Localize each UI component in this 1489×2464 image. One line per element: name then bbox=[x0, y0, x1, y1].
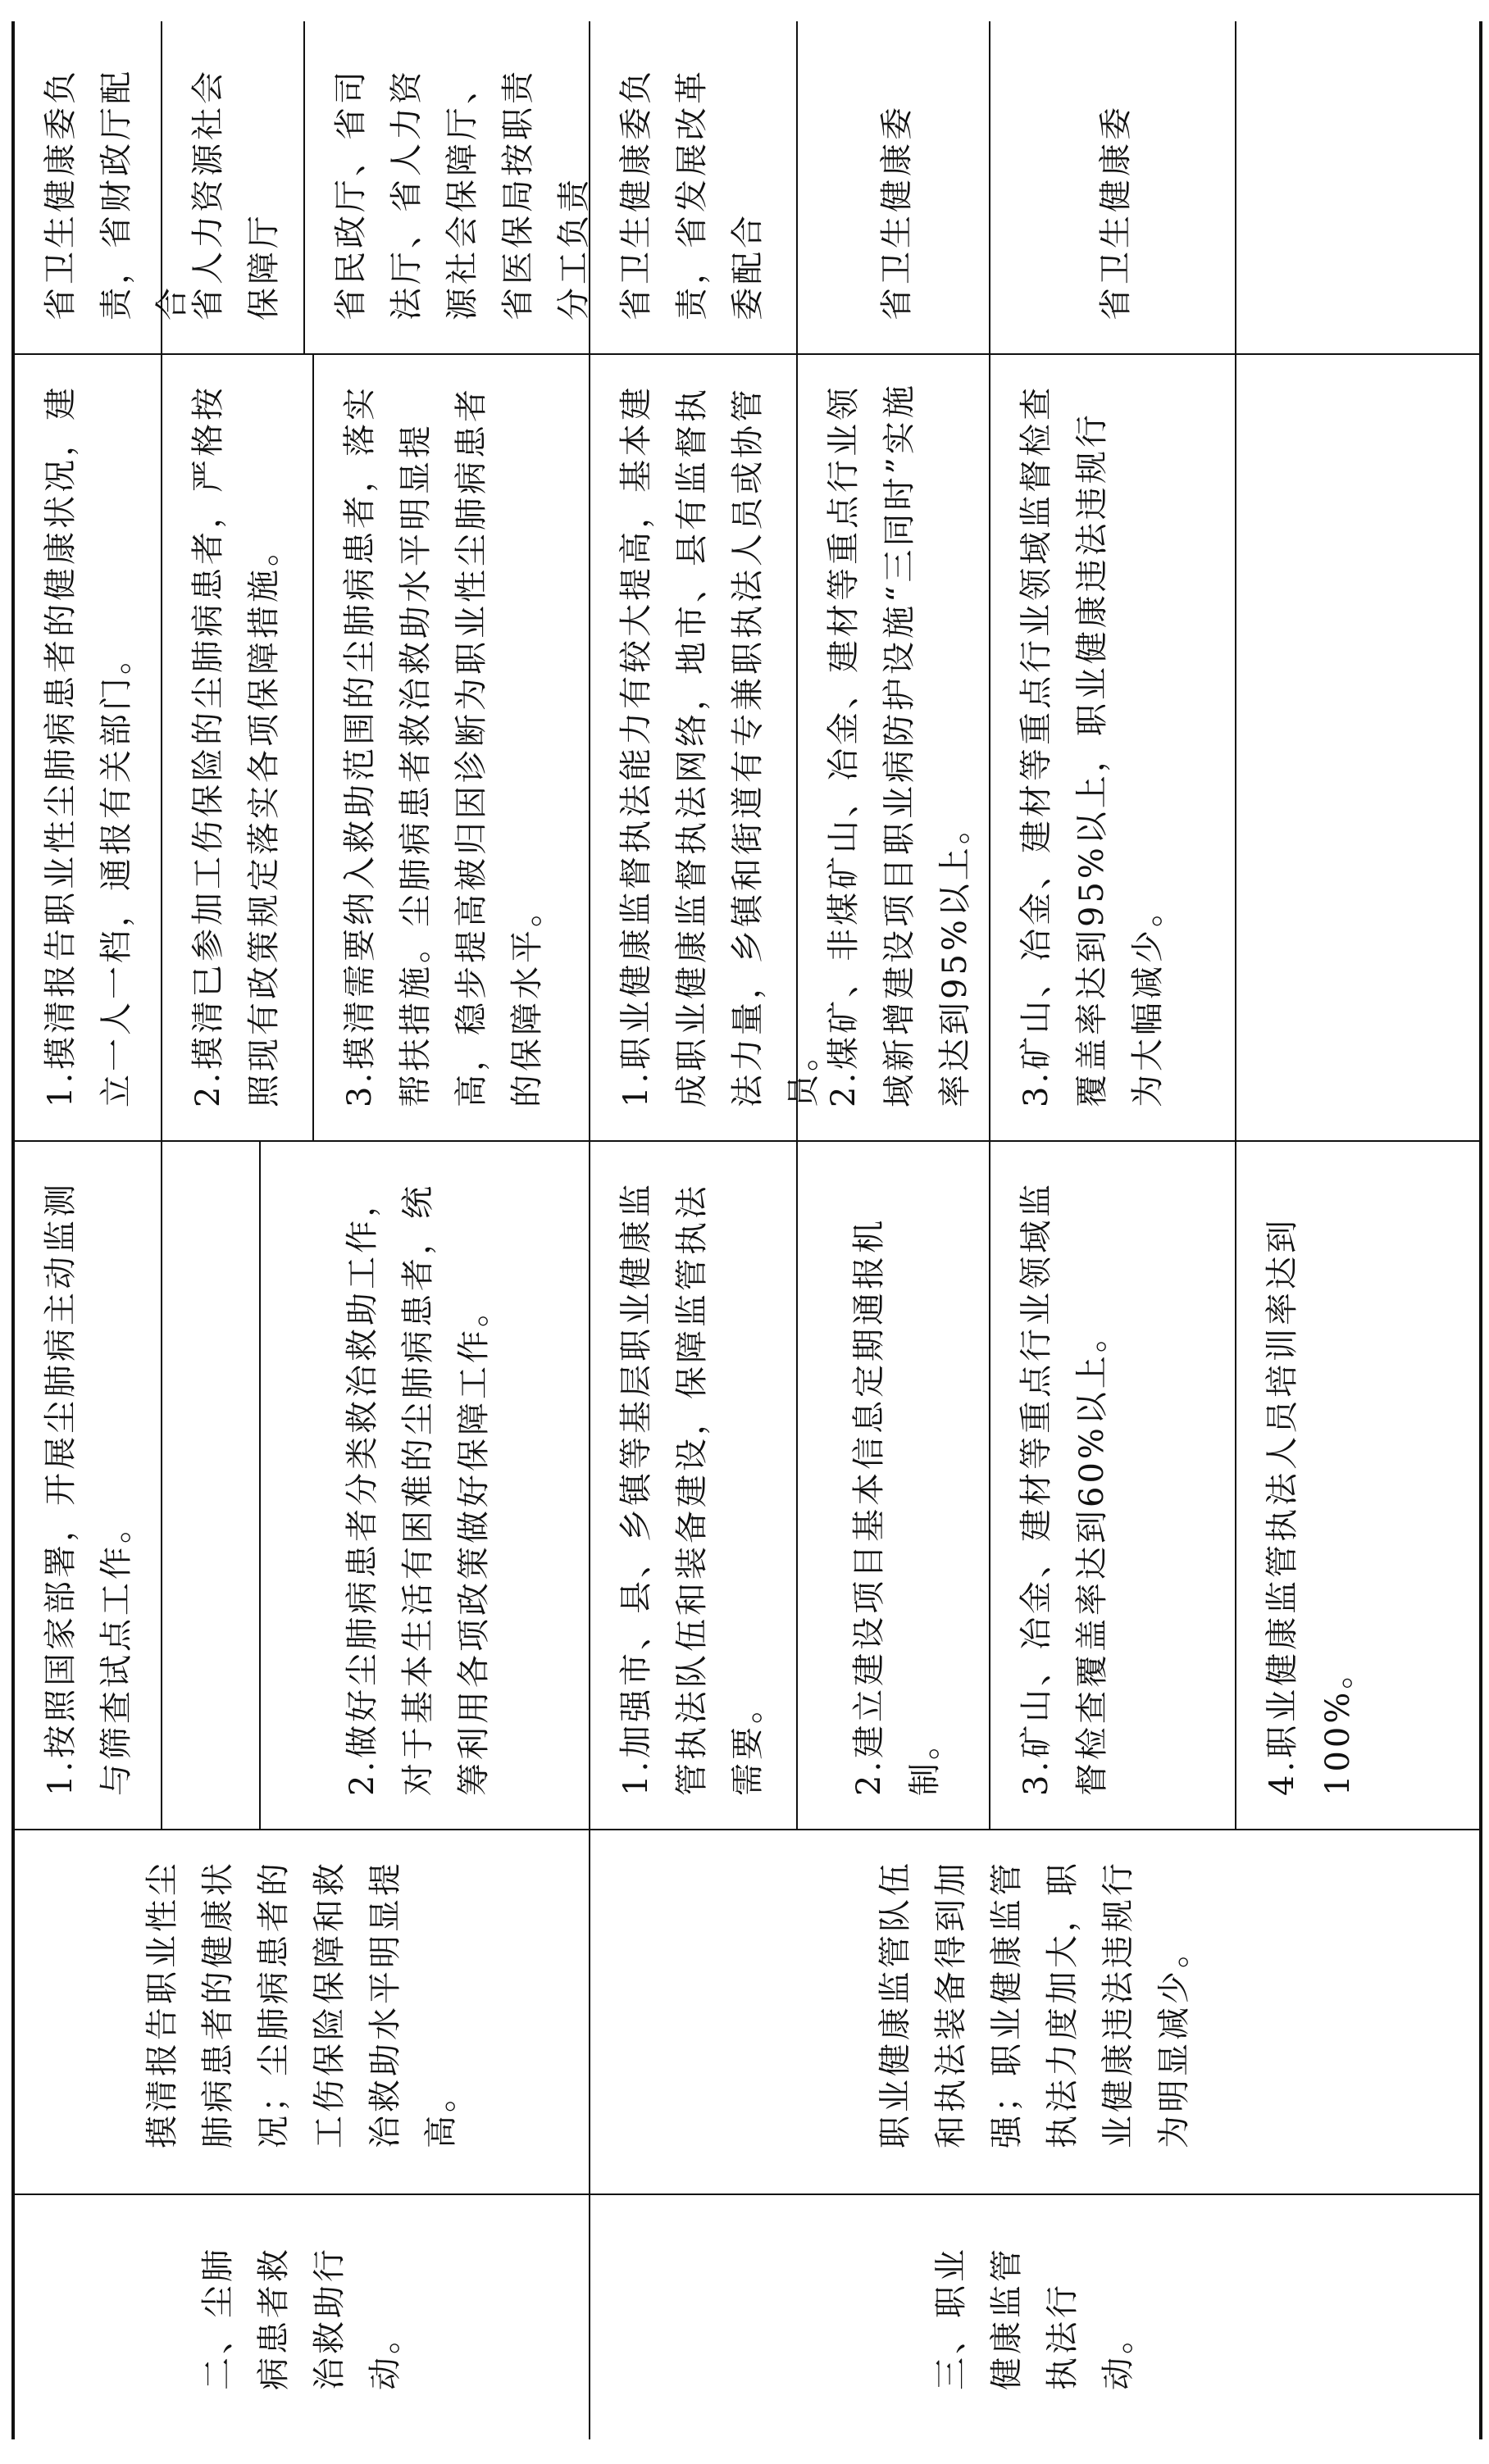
measures-2022-cell bbox=[15, 353, 589, 1140]
unit-item: 省卫生健康委 bbox=[798, 21, 990, 353]
table-row bbox=[15, 21, 593, 2439]
measures-2020-cell bbox=[15, 1140, 589, 1829]
units-cell bbox=[15, 21, 593, 353]
goal-cell bbox=[590, 1829, 1479, 2194]
measure-item: 3.矿山、冶金、建材等重点行业领域监督检查覆盖率达到95%以上，职业健康违法违规行为大幅减少。 bbox=[990, 355, 1236, 1140]
task-cell bbox=[15, 2194, 589, 2439]
table-row bbox=[590, 21, 1479, 2439]
measure-item: 1.摸清报告职业性尘肺病患者的健康状况，建立一人一档，通报有关部门。 bbox=[15, 355, 162, 1140]
measure-item: 1.按照国家部署，开展尘肺病主动监测与筛查试点工作。 bbox=[15, 1142, 162, 1829]
units-cell bbox=[590, 21, 1479, 353]
measure-item bbox=[162, 1142, 261, 1829]
measures-2022-cell bbox=[590, 353, 1479, 1140]
measure-item: 2.摸清已参加工伤保险的尘肺病患者，严格按照现有政策规定落实各项保障措施。 bbox=[162, 355, 314, 1140]
goal-text: 摸清报告职业性尘肺病患者的健康状况；尘肺病患者的工伤保险保障和救治救助水平明显提高。 bbox=[143, 1860, 460, 2148]
measure-item: 1.职业健康监督执法能力有较大提高，基本建成职业健康监督执法网络，地市、县有监督执法力量，乡镇和街道有专兼职执法人员或协管员。 bbox=[590, 355, 798, 1140]
task-cell bbox=[590, 2194, 1479, 2439]
measure-item: 4.职业健康监管执法人员培训率达到100%。 bbox=[1264, 1216, 1357, 1796]
unit-item: 省人力资源社会保障厅 bbox=[162, 21, 305, 353]
goal-text: 职业健康监管队伍和执法装备得到加强；职业健康监管执法力度加大，职业健康违法违规行为明显减少。 bbox=[877, 1860, 1193, 2148]
measure-item: 2.建立建设项目基本信息定期通报机制。 bbox=[798, 1142, 990, 1829]
goal-cell bbox=[15, 1829, 589, 2194]
measures-2020-cell bbox=[590, 1140, 1479, 1829]
measure-item: 2.做好尘肺病患者分类救治救助工作，对于基本生活有困难的尘肺病患者，统筹利用各项政策做好保障工作。 bbox=[344, 1180, 493, 1796]
unit-item bbox=[1236, 21, 1479, 353]
measure-item: 3.矿山、冶金、建材等重点行业领域监督检查覆盖率达到60%以上。 bbox=[990, 1142, 1236, 1829]
measure-item: 2.煤矿、非煤矿山、冶金、建材等重点行业领域新增建设项目职业病防护设施“三同时”实施率达到95%以上。 bbox=[798, 355, 990, 1140]
measure-item: 3.摸清需要纳入救助范围的尘肺病患者，落实帮扶措施。尘肺病患者救治救助水平明显提高，稳步提高被归因诊断为职业性尘肺病患者的保障水平。 bbox=[341, 384, 546, 1107]
unit-item: 省卫生健康委 bbox=[990, 21, 1236, 353]
action-plan-table bbox=[11, 21, 1482, 2439]
task-text: 二、尘肺病患者救治救助行动。 bbox=[199, 2246, 404, 2390]
unit-item: 省卫生健康委负责，省发展改革委配合 bbox=[590, 21, 798, 353]
unit-item: 省卫生健康委负责，省财政厅配合 bbox=[15, 21, 162, 353]
unit-item: 省民政厅、省司法厅、省人力资源社会保障厅、省医保局按职责分工负责 bbox=[332, 68, 593, 321]
measure-item: 1.加强市、县、乡镇等基层职业健康监管执法队伍和装备建设，保障监管执法需要。 bbox=[590, 1142, 798, 1829]
task-text: 三、职业健康监管执法行动。 bbox=[932, 2246, 1137, 2390]
measure-item bbox=[1236, 355, 1479, 1140]
